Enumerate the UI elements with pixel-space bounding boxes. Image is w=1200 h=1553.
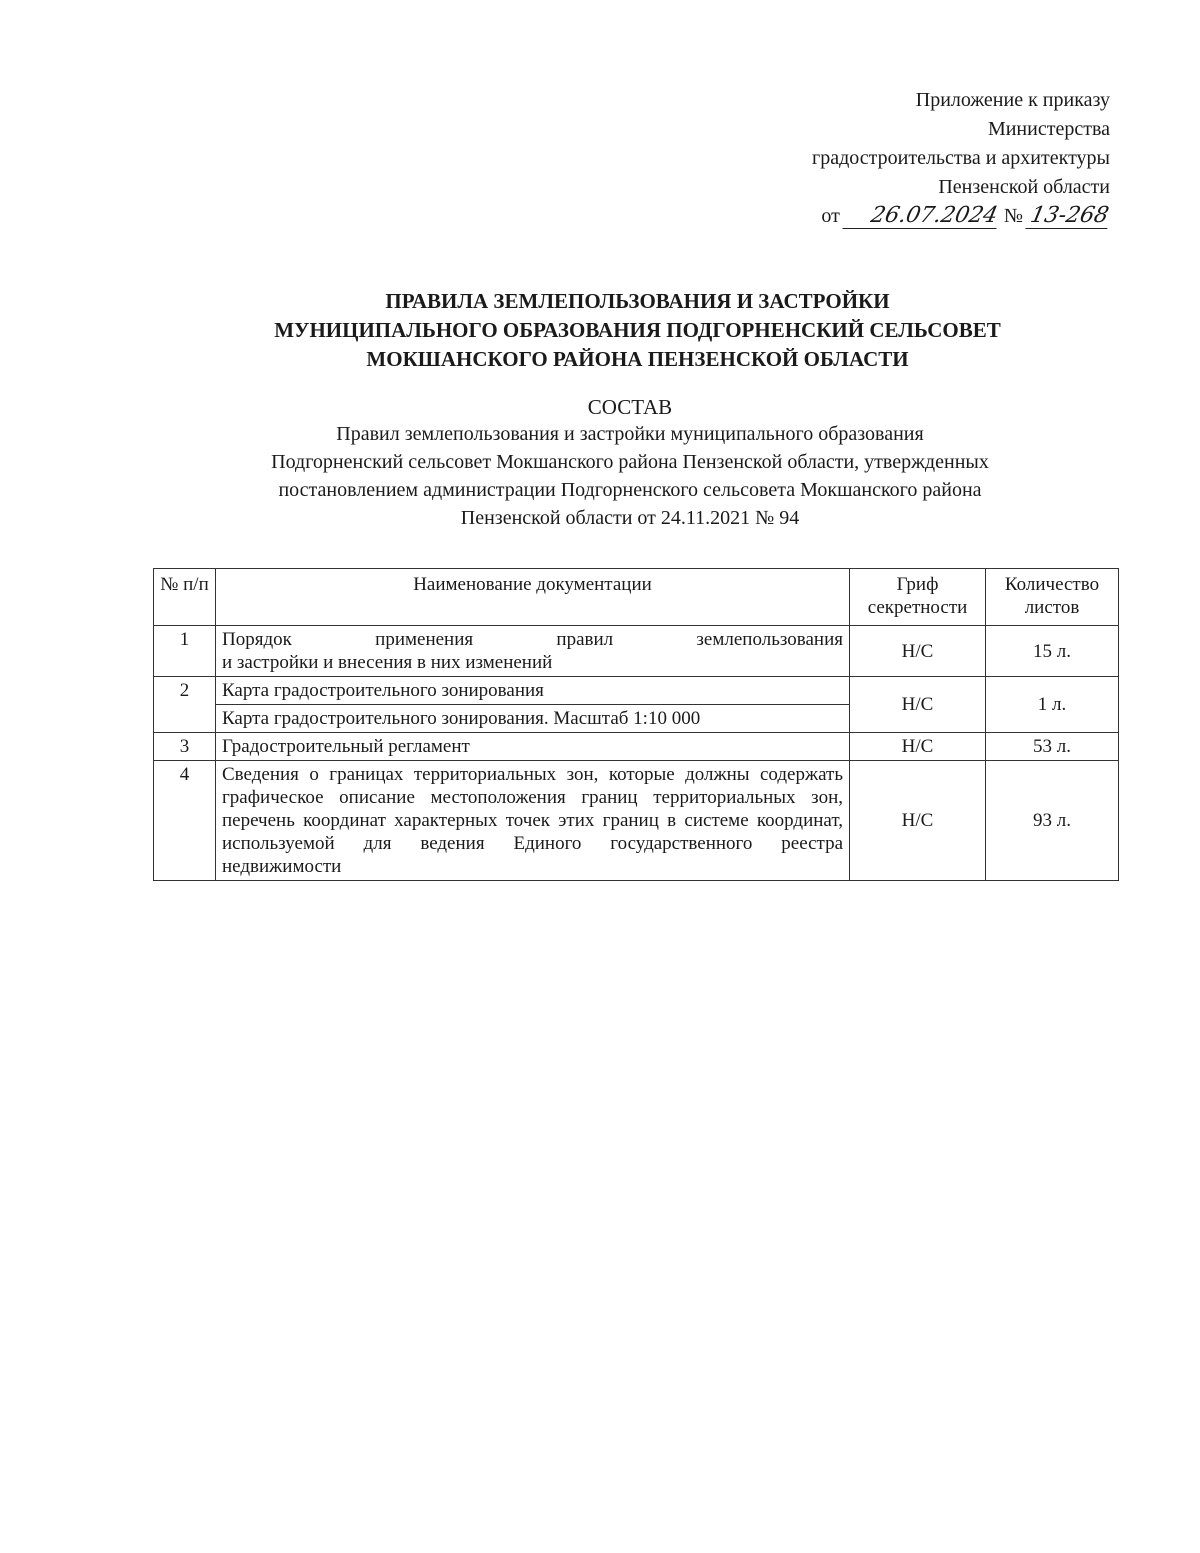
row-qty: 1 л. — [986, 677, 1119, 733]
document-title — [0, 287, 1200, 374]
header-grif: Гриф секретности — [850, 569, 986, 626]
row-grif: Н/С — [850, 761, 986, 881]
sostav-description — [0, 420, 1200, 532]
table-row — [154, 677, 1119, 705]
row-name — [216, 626, 850, 677]
title-line-1: ПРАВИЛА ЗЕМЛЕПОЛЬЗОВАНИЯ И ЗАСТРОЙКИ — [385, 289, 890, 313]
handwritten-number: 13-268 — [1025, 204, 1112, 229]
title-line-2: МУНИЦИПАЛЬНОГО ОБРАЗОВАНИЯ ПОДГОРНЕНСКИЙ СЕЛЬСОВЕТ — [274, 318, 1001, 342]
row-qty: 93 л. — [986, 761, 1119, 881]
sostav-heading: СОСТАВ — [587, 395, 673, 419]
row-name: Карта градостроительного зонирования — [216, 677, 850, 705]
row-num: 4 — [154, 761, 216, 881]
annex-line-1: Приложение к приказу — [915, 89, 1110, 111]
row-num: 1 — [154, 626, 216, 677]
row-name: Градостроительный регламент — [216, 733, 850, 761]
number-prefix: № — [1003, 205, 1023, 227]
table-row — [154, 733, 1119, 761]
sostav-line-1: Правил землепользования и застройки муниципального образования — [336, 423, 924, 445]
row-grif: Н/С — [850, 626, 986, 677]
documents-table — [153, 568, 1119, 881]
sostav-line-2: Подгорненский сельсовет Мокшанского района Пензенской области, утвержденных — [271, 451, 989, 473]
annex-line-3: градостроительства и архитектуры — [812, 147, 1110, 169]
row-name-part-a: Порядок применения правил землепользования — [222, 629, 843, 650]
row-name-part-b: и застройки и внесения в них изменений — [222, 652, 553, 673]
handwritten-date: 26.07.2024 — [842, 204, 1001, 229]
row-name: Карта градостроительного зонирования. Масштаб 1:10 000 — [216, 705, 850, 733]
annex-header — [812, 86, 1110, 231]
annex-line-4: Пензенской области — [938, 176, 1110, 198]
row-qty: 53 л. — [986, 733, 1119, 761]
header-qty: Количество листов — [986, 569, 1119, 626]
annex-date-line — [812, 202, 1110, 231]
row-qty: 15 л. — [986, 626, 1119, 677]
header-num: № п/п — [154, 569, 216, 626]
date-prefix: от — [821, 205, 840, 227]
row-num: 3 — [154, 733, 216, 761]
row-name: Сведения о границах территориальных зон, которые должны содержать графическое описание местоположения границ территориальных зон, перечень координат характерных точек этих границ в системе координат, используемой для ведения Единого государственного реестра недвижимости — [216, 761, 850, 881]
row-grif: Н/С — [850, 733, 986, 761]
annex-line-2: Министерства — [987, 118, 1110, 140]
row-grif: Н/С — [850, 677, 986, 733]
sostav-line-3: постановлением администрации Подгорненского сельсовета Мокшанского района — [278, 479, 982, 501]
title-line-3: МОКШАНСКОГО РАЙОНА ПЕНЗЕНСКОЙ ОБЛАСТИ — [366, 347, 909, 371]
sostav-line-4: Пензенской области от 24.11.2021 № 94 — [460, 507, 800, 529]
table-row — [154, 626, 1119, 677]
table-row — [154, 761, 1119, 881]
header-name: Наименование документации — [216, 569, 850, 626]
table-header-row — [154, 569, 1119, 626]
row-num: 2 — [154, 677, 216, 733]
